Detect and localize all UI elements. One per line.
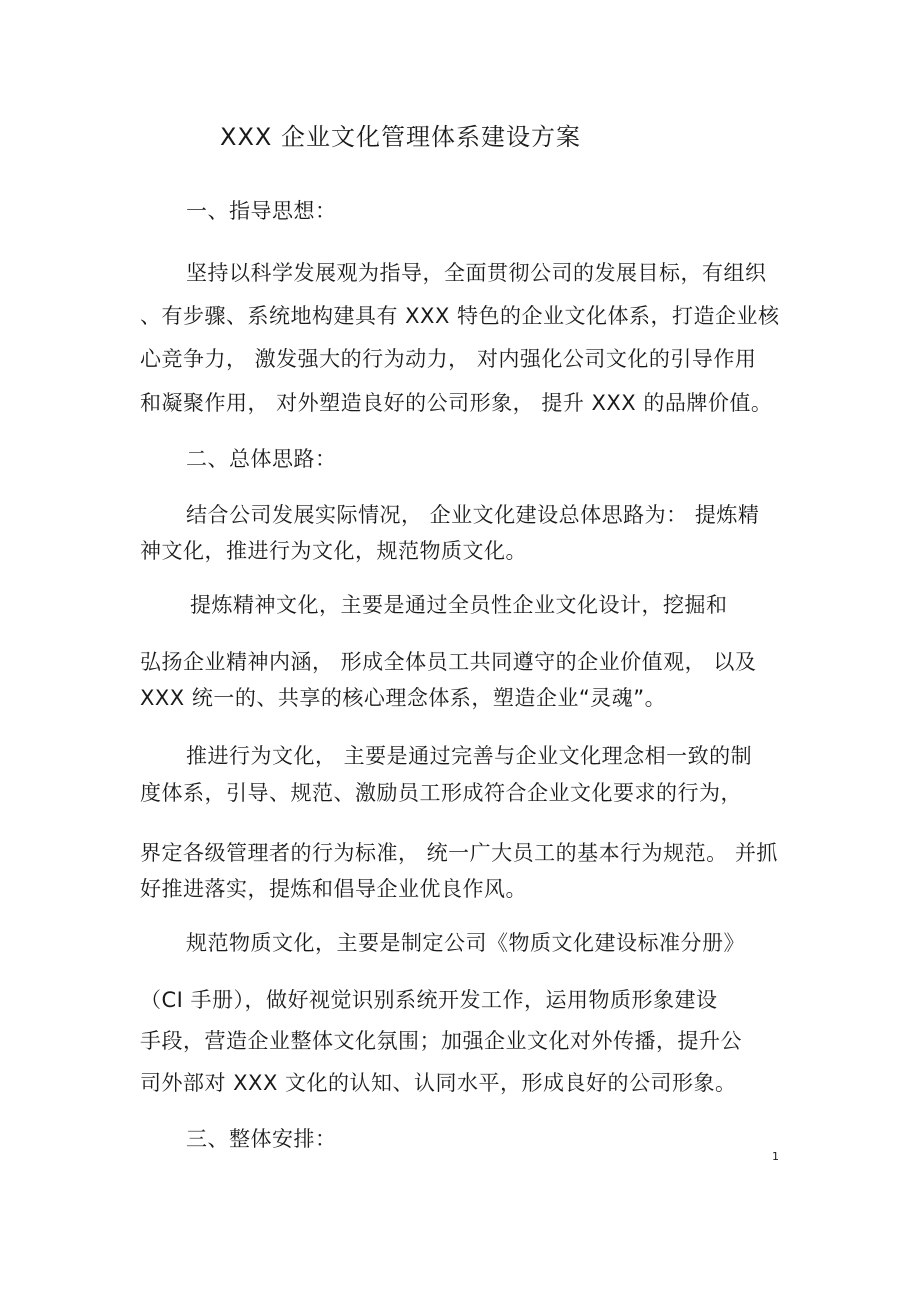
paragraph-line: XXX 统一的、共享的核心理念体系，塑造企业“灵魂”。 [140,686,667,710]
paragraph-line: 神文化，推进行为文化，规范物质文化。 [140,539,527,563]
paragraph-line: （CI 手册），做好视觉识别系统开发工作，运用物质形象建设 [140,988,718,1012]
paragraph-line: 提炼精神文化，主要是通过全员性企业文化设计，挖掘和 [190,593,728,617]
paragraph-line: 度体系，引导、规范、激励员工形成符合企业文化要求的行为， [140,781,742,805]
paragraph-line: 手段，营造企业整体文化氛围；加强企业文化对外传播，提升公 [140,1029,742,1053]
paragraph-line: 坚持以科学发展观为指导，全面贯彻公司的发展目标，有组织 [186,261,767,285]
document-title: XXX 企业文化管理体系建设方案 [220,123,581,151]
paragraph-line: 司外部对 XXX 文化的认知、认同水平，形成良好的公司形象。 [140,1071,737,1095]
paragraph-line: 好推进落实，提炼和倡导企业优良作风。 [140,877,527,901]
page-number: 1 [772,1150,779,1163]
section-heading-overall-arrangement: 三、整体安排： [186,1127,337,1151]
section-heading-guiding-ideology: 一、指导思想： [186,199,337,223]
paragraph-line: 推进行为文化， 主要是通过完善与企业文化理念相一致的制 [186,744,753,768]
paragraph-line: 弘扬企业精神内涵， 形成全体员工共同遵守的企业价值观， 以及 [140,650,757,674]
paragraph-line: 规范物质文化，主要是制定公司《物质文化建设标准分册》 [186,931,745,955]
paragraph-line: 和凝聚作用， 对外塑造良好的公司形象， 提升 XXX 的品牌价值。 [140,391,773,415]
paragraph-line: 结合公司发展实际情况， 企业文化建设总体思路为： 提炼精 [186,503,760,527]
paragraph-line: 界定各级管理者的行为标准， 统一广大员工的基本行为规范。 并抓 [140,841,778,865]
paragraph-line: 心竞争力， 激发强大的行为动力， 对内强化公司文化的引导作用 [140,347,757,371]
paragraph-line: 、有步骤、系统地构建具有 XXX 特色的企业文化体系，打造企业核 [140,304,780,328]
section-heading-overall-approach: 二、总体思路： [186,447,337,471]
